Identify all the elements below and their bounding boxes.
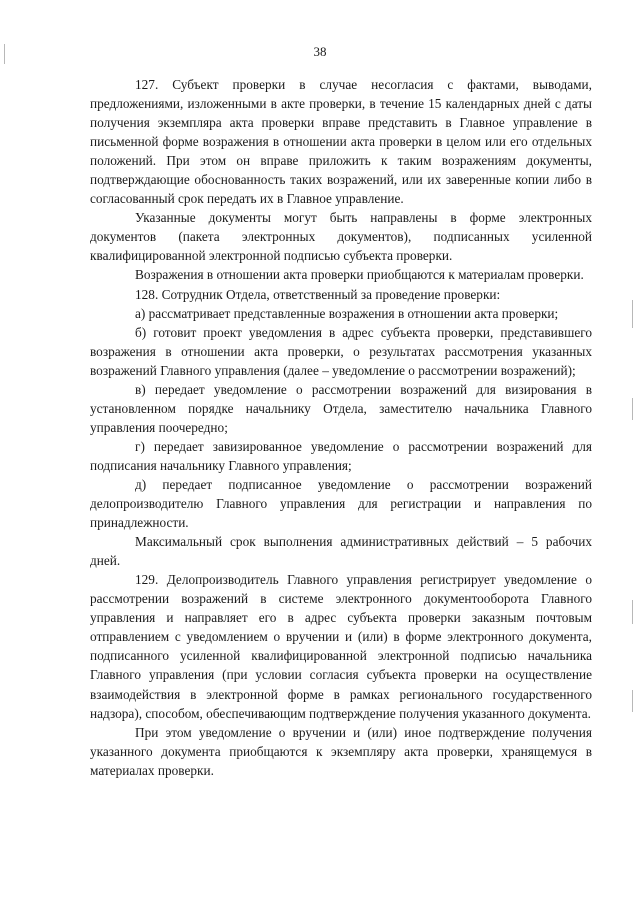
list-item-g: г) передает завизированное уведомление о рассмотрении возражений для подписания начальнику Главного управления;: [90, 438, 592, 473]
list-item-a: а) рассматривает представленные возражения в отношении акта проверки;: [135, 305, 559, 321]
right-margin-mark: [632, 690, 633, 712]
right-margin-mark: [632, 398, 633, 420]
list-item-d: д) передает подписанное уведомление о рассмотрении возражений делопроизводителю Главного управления для регистрации и направления по принадлежности.: [90, 476, 592, 531]
paragraph-max-term: Максимальный срок выполнения административных действий – 5 рабочих дней.: [90, 534, 592, 569]
paragraph-127: 127. Субъект проверки в случае несогласия с фактами, выводами, предложениями, изложенными в акте проверки, в течение 15 календарных дней с даты получения экземпляра акта проверки вправе представить в Главное управление в письменной форме возражения в отношении акта проверки в целом или его отдельных положений. При этом он вправе приложить к таким возражениям документы, подтверждающие обоснованность таких возражений, или их заверенные копии либо в согласованный срок передать их в Главное управление.: [90, 77, 592, 207]
right-margin-mark: [632, 300, 633, 328]
list-item-b: б) готовит проект уведомления в адрес субъекта проверки, представившего возражения в отношении акта проверки, о результатах рассмотрения указанных возражений Главного управления (далее – уведомление о рассмотрении возражений);: [90, 324, 592, 378]
right-margin-mark: [632, 600, 633, 624]
paragraph-128: 128. Сотрудник Отдела, ответственный за проведение проверки:: [135, 286, 501, 302]
document-body: [90, 75, 592, 780]
paragraph-objections-attached: Возражения в отношении акта проверки приобщаются к материалам проверки.: [135, 267, 584, 283]
paragraph-129: 129. Делопроизводитель Главного управления регистрирует уведомление о рассмотрении возражений в системе электронного документооборота Главного управления и направляет его в адрес субъекта проверки заказным почтовым отправлением с уведомлением о вручении и (или) в форме электронного документа, подписанного усиленной квалифицированной электронной подписью начальника Главного управления (при условии согласия субъекта проверки на осуществление взаимодействия в электронной форме в рамках регионального государственного надзора), способом, обеспечивающим подтверждение получения указанного документа.: [90, 572, 592, 721]
page-number: 38: [313, 44, 327, 59]
list-item-v: в) передает уведомление о рассмотрении возражений для визирования в установленном порядке начальнику Отдела, заместителю начальника Главного управления поочередно;: [90, 381, 592, 435]
paragraph-electronic-documents: Указанные документы могут быть направлены в форме электронных документов (пакета электронных документов), подписанных усиленной квалифицированной электронной подписью субъекта проверки.: [90, 210, 592, 264]
paragraph-delivery-confirmation: При этом уведомление о вручении и (или) иное подтверждение получения указанного документа приобщаются к экземпляру акта проверки, хранящемуся в материалах проверки.: [90, 724, 592, 778]
